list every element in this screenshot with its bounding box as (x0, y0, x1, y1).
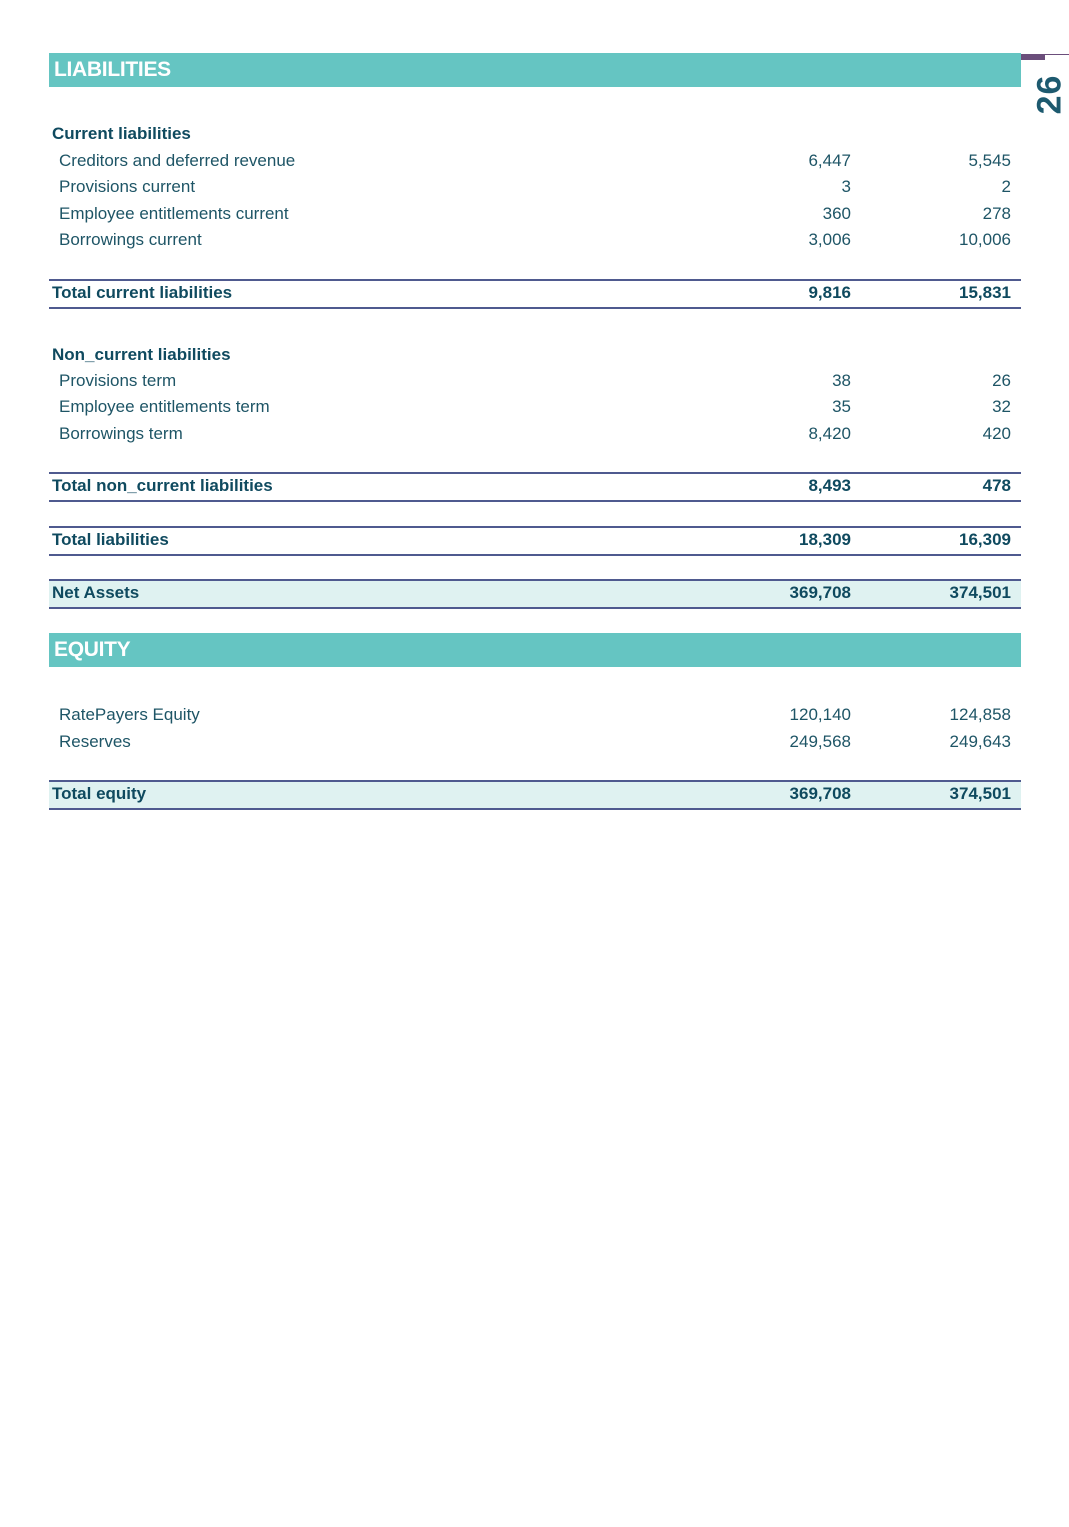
table-row (49, 729, 1021, 755)
total-current-liabilities-row (49, 279, 1021, 309)
row-label: Reserves (59, 732, 131, 751)
row-label: Provisions current (59, 177, 196, 196)
row-value-prior-year: 124,858 (949, 705, 1011, 724)
row-value-prior-year: 26 (992, 371, 1011, 390)
total-value-prior-year: 374,501 (949, 583, 1011, 602)
row-value-prior-year: 10,006 (959, 230, 1011, 249)
row-value-current-year: 120,140 (789, 705, 851, 724)
total-liabilities-row (49, 526, 1021, 556)
row-value-prior-year: 278 (982, 204, 1011, 223)
row-value-current-year: 360 (822, 204, 851, 223)
total-value-current-year: 18,309 (799, 530, 851, 549)
row-value-current-year: 3 (841, 177, 851, 196)
row-value-current-year: 8,420 (808, 424, 851, 443)
page-marker (1021, 54, 1045, 60)
page-number (1031, 60, 1069, 128)
row-label: RatePayers Equity (59, 705, 200, 724)
row-value-current-year: 35 (832, 397, 851, 416)
total-label: Total equity (52, 784, 147, 803)
row-label: Employee entitlements current (59, 204, 289, 223)
total-label: Net Assets (52, 583, 140, 602)
page-rule (1045, 54, 1069, 55)
row-label: Provisions term (59, 371, 177, 390)
table-row (49, 702, 1021, 728)
total-label: Total current liabilities (52, 283, 233, 302)
row-value-prior-year: 2 (1001, 177, 1011, 196)
heading-label: Non_current liabilities (52, 345, 231, 364)
net-assets-row (49, 579, 1021, 609)
total-non-current-liabilities-row (49, 472, 1021, 502)
table-row (49, 421, 1021, 447)
non-current-liabilities-heading (49, 342, 1021, 368)
total-value-current-year: 369,708 (789, 784, 851, 803)
total-label: Total non_current liabilities (52, 476, 273, 495)
table-row (49, 201, 1021, 227)
heading-label: Current liabilities (52, 124, 191, 143)
row-label: Creditors and deferred revenue (59, 151, 296, 170)
current-liabilities-heading (49, 121, 1021, 147)
equity-header: EQUITY (49, 633, 1021, 667)
row-value-prior-year: 249,643 (949, 732, 1011, 751)
total-value-prior-year: 478 (982, 476, 1011, 495)
table-row (49, 148, 1021, 174)
total-value-prior-year: 15,831 (959, 283, 1011, 302)
total-value-prior-year: 374,501 (949, 784, 1011, 803)
total-value-current-year: 8,493 (808, 476, 851, 495)
total-value-current-year: 9,816 (808, 283, 851, 302)
row-label: Employee entitlements term (59, 397, 270, 416)
row-value-prior-year: 5,545 (968, 151, 1011, 170)
table-row (49, 227, 1021, 253)
row-value-prior-year: 420 (982, 424, 1011, 443)
total-label: Total liabilities (52, 530, 169, 549)
row-value-current-year: 6,447 (808, 151, 851, 170)
row-value-current-year: 3,006 (808, 230, 851, 249)
table-row (49, 174, 1021, 200)
row-value-prior-year: 32 (992, 397, 1011, 416)
row-value-current-year: 38 (832, 371, 851, 390)
page-number-text: 26 (1030, 74, 1069, 114)
table-row (49, 394, 1021, 420)
row-value-current-year: 249,568 (789, 732, 851, 751)
total-value-prior-year: 16,309 (959, 530, 1011, 549)
total-equity-row (49, 780, 1021, 810)
row-label: Borrowings current (59, 230, 202, 249)
row-label: Borrowings term (59, 424, 183, 443)
table-row (49, 368, 1021, 394)
liabilities-header: LIABILITIES (49, 53, 1021, 87)
total-value-current-year: 369,708 (789, 583, 851, 602)
